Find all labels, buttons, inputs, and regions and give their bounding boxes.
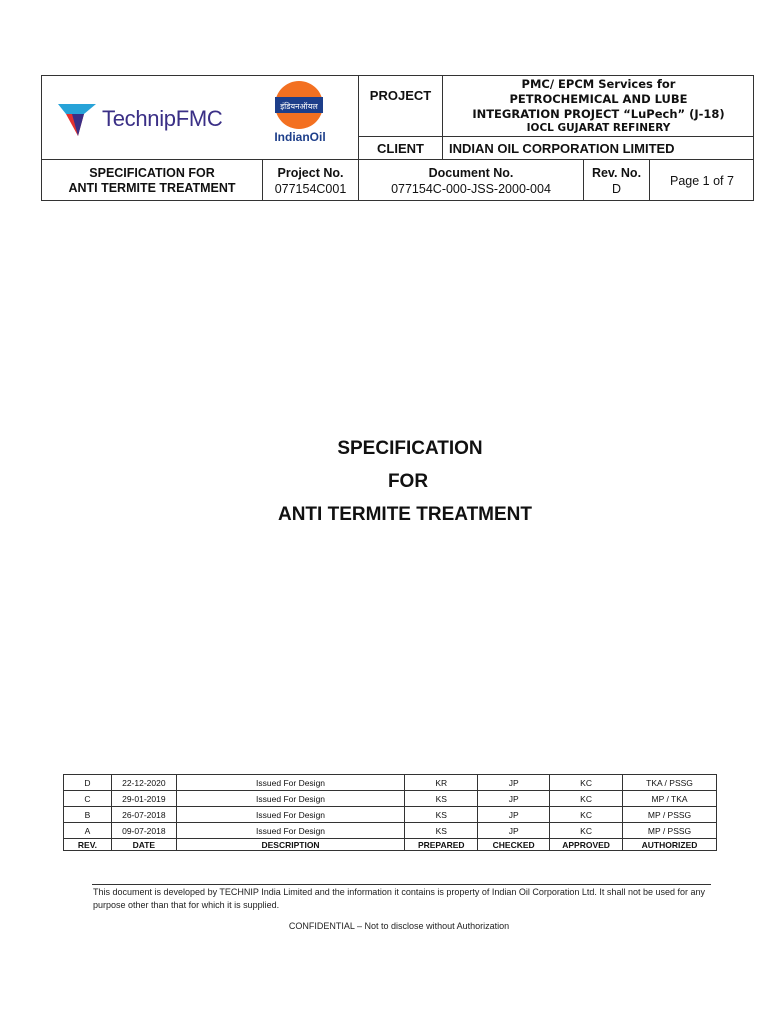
- revision-cell-prepared: KS: [405, 807, 478, 823]
- revision-cell-rev: B: [64, 807, 112, 823]
- document-title-line2: FOR: [387, 471, 429, 492]
- revision-cell-approved: KC: [550, 791, 623, 807]
- revision-row: [64, 775, 717, 791]
- revision-cell-authorized: MP / PSSG: [623, 807, 717, 823]
- revision-header-authorized: AUTHORIZED: [623, 839, 717, 851]
- project-line: INTEGRATION PROJECT “LuPech” (J-18): [472, 107, 725, 121]
- revision-row: [64, 807, 717, 823]
- revision-cell-date: 09-07-2018: [111, 823, 176, 839]
- document-title-line1: SPECIFICATION: [337, 438, 483, 459]
- document-no-label: Document No.: [428, 165, 514, 180]
- document-header: [41, 75, 754, 201]
- revision-cell-authorized: MP / PSSG: [623, 823, 717, 839]
- revision-table-body: [64, 775, 717, 851]
- revision-header-checked: CHECKED: [478, 839, 550, 851]
- revision-cell-checked: JP: [478, 823, 550, 839]
- project-no-cell: [263, 160, 358, 201]
- revision-cell-prepared: KS: [405, 791, 478, 807]
- revision-cell-rev: D: [64, 775, 112, 791]
- project-no-label: Project No.: [277, 165, 344, 180]
- page-number: Page 1 of 7: [670, 173, 734, 188]
- project-label: PROJECT: [369, 87, 432, 103]
- revision-cell-authorized: MP / TKA: [623, 791, 717, 807]
- revision-cell-checked: JP: [478, 807, 550, 823]
- revision-cell-prepared: KR: [405, 775, 478, 791]
- revision-row: [64, 791, 717, 807]
- spec-title-cell: [42, 160, 262, 201]
- revision-cell-rev: C: [64, 791, 112, 807]
- revision-table: [63, 774, 717, 851]
- technipfmc-logo: [58, 98, 248, 140]
- revision-cell-date: 22-12-2020: [111, 775, 176, 791]
- spec-title-line: SPECIFICATION FOR: [89, 165, 215, 180]
- project-description: [443, 76, 754, 136]
- revision-cell-rev: A: [64, 823, 112, 839]
- revision-cell-approved: KC: [550, 823, 623, 839]
- document-no-value: 077154C-000-JSS-2000-004: [391, 181, 551, 196]
- rev-no-label: Rev. No.: [591, 165, 642, 180]
- revision-cell-description: Issued For Design: [176, 791, 405, 807]
- footer-disclaimer: This document is developed by TECHNIP India Limited and the information it contains is property of Indian Oil Corporation Ltd. It shall not be used for any purpose other than that for which it is supplied.: [93, 887, 705, 910]
- revision-cell-date: 29-01-2019: [111, 791, 176, 807]
- document-title-line3: ANTI TERMITE TREATMENT: [277, 504, 532, 525]
- revision-cell-description: Issued For Design: [176, 823, 405, 839]
- client-label: CLIENT: [377, 140, 424, 156]
- footer-divider: [92, 884, 711, 885]
- svg-text:इंडियनऑयल: इंडियनऑयल: [280, 102, 318, 111]
- revision-cell-description: Issued For Design: [176, 775, 405, 791]
- indianoil-emblem-icon: [270, 79, 328, 131]
- company-name: TechnipFMC: [102, 106, 223, 131]
- revision-cell-date: 26-07-2018: [111, 807, 176, 823]
- revision-cell-checked: JP: [478, 775, 550, 791]
- rev-no-value: D: [611, 181, 622, 196]
- revision-cell-approved: KC: [550, 807, 623, 823]
- indianoil-logo: [270, 79, 328, 157]
- project-line: IOCL GUJARAT REFINERY: [526, 122, 671, 134]
- revision-header-description: DESCRIPTION: [176, 839, 405, 851]
- revision-cell-prepared: KS: [405, 823, 478, 839]
- revision-cell-checked: JP: [478, 791, 550, 807]
- project-line: PMC/ EPCM Services for: [521, 77, 676, 91]
- client-name: INDIAN OIL CORPORATION LIMITED: [449, 140, 675, 156]
- revision-header-prepared: PREPARED: [405, 839, 478, 851]
- indianoil-logo-text: IndianOil: [274, 130, 326, 144]
- revision-cell-authorized: TKA / PSSG: [623, 775, 717, 791]
- project-no-value: 077154C001: [274, 181, 347, 196]
- revision-header-row: [64, 839, 717, 851]
- revision-row: [64, 823, 717, 839]
- revision-cell-approved: KC: [550, 775, 623, 791]
- revision-header-rev: REV.: [64, 839, 112, 851]
- revision-header-date: DATE: [111, 839, 176, 851]
- project-line: PETROCHEMICAL AND LUBE: [509, 92, 688, 106]
- rev-no-cell: [584, 160, 649, 201]
- spec-title-line: ANTI TERMITE TREATMENT: [68, 180, 236, 195]
- revision-header-approved: APPROVED: [550, 839, 623, 851]
- revision-cell-description: Issued For Design: [176, 807, 405, 823]
- confidential-notice: CONFIDENTIAL – Not to disclose without Authorization: [288, 921, 510, 931]
- technipfmc-mark-icon: [58, 100, 96, 138]
- document-no-cell: [359, 160, 583, 201]
